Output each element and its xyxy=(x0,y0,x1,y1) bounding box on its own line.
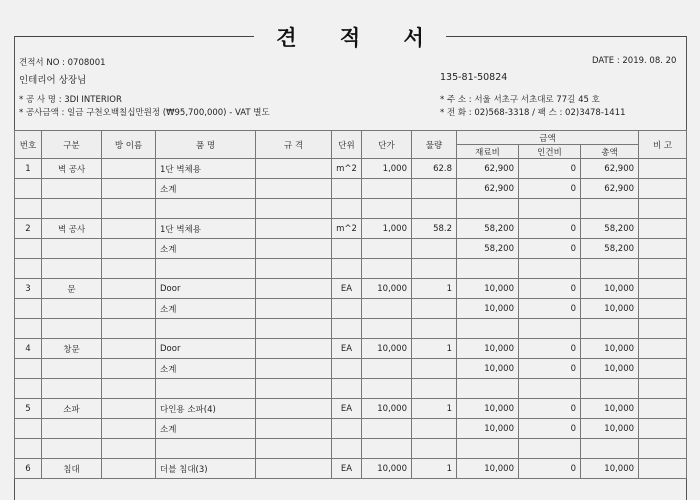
cell-category: 소파 xyxy=(42,399,102,419)
business-reg-number: 135-81-50824 xyxy=(440,72,508,83)
cell-no xyxy=(15,259,42,279)
cell-spec xyxy=(256,459,332,479)
project-name: * 공 사 명 : 3DI INTERIOR xyxy=(19,95,122,105)
cell-unit-price: 1,000 xyxy=(362,159,412,179)
cell-material xyxy=(457,379,519,399)
table-row-blank xyxy=(15,259,687,279)
cell-unit: m^2 xyxy=(332,159,362,179)
cell-note xyxy=(639,219,687,239)
cell-total: 10,000 xyxy=(581,419,639,439)
header-category: 구분 xyxy=(42,131,102,159)
cell-item: 소계 xyxy=(156,419,256,439)
cell-no xyxy=(15,419,42,439)
cell-category xyxy=(42,259,102,279)
document-title: 견 적 서 xyxy=(0,22,700,52)
cell-total xyxy=(581,199,639,219)
cell-item xyxy=(156,379,256,399)
cell-spec xyxy=(256,199,332,219)
company-phone: * 전 화 : 02)568-3318 / 팩 스 : 02)3478-1411 xyxy=(440,108,626,118)
header-unit: 단위 xyxy=(332,131,362,159)
cell-category: 침대 xyxy=(42,459,102,479)
cell-note xyxy=(639,179,687,199)
cell-note xyxy=(639,379,687,399)
cell-total xyxy=(581,379,639,399)
cell-category xyxy=(42,299,102,319)
cell-material: 10,000 xyxy=(457,299,519,319)
cell-unit-price: 10,000 xyxy=(362,339,412,359)
cell-unit-price xyxy=(362,199,412,219)
cell-no: 3 xyxy=(15,279,42,299)
cell-note xyxy=(639,159,687,179)
table-row-blank xyxy=(15,319,687,339)
table-row xyxy=(15,239,687,259)
cell-no: 1 xyxy=(15,159,42,179)
cell-labor: 0 xyxy=(519,219,581,239)
cell-labor: 0 xyxy=(519,459,581,479)
cell-item xyxy=(156,259,256,279)
cell-labor: 0 xyxy=(519,359,581,379)
cell-unit-price xyxy=(362,419,412,439)
table-row-blank xyxy=(15,439,687,459)
cell-unit xyxy=(332,419,362,439)
cell-material: 10,000 xyxy=(457,339,519,359)
cell-labor: 0 xyxy=(519,179,581,199)
cell-total: 62,900 xyxy=(581,159,639,179)
cell-material xyxy=(457,199,519,219)
cell-no: 2 xyxy=(15,219,42,239)
table-row xyxy=(15,419,687,439)
cell-unit-price: 1,000 xyxy=(362,219,412,239)
client-name: 인테리어 상장님 xyxy=(19,75,87,86)
company-address: * 주 소 : 서울 서초구 서초대로 77길 45 호 xyxy=(440,95,600,105)
cell-unit-price: 10,000 xyxy=(362,399,412,419)
cell-item: 소계 xyxy=(156,239,256,259)
cell-spec xyxy=(256,419,332,439)
cell-room xyxy=(102,379,156,399)
cell-item: 소계 xyxy=(156,299,256,319)
cell-spec xyxy=(256,339,332,359)
cell-room xyxy=(102,399,156,419)
header-total: 총액 xyxy=(581,145,639,159)
cell-no: 4 xyxy=(15,339,42,359)
cell-material: 58,200 xyxy=(457,219,519,239)
cell-unit xyxy=(332,179,362,199)
cell-category xyxy=(42,359,102,379)
estimate-date: DATE : 2019. 08. 20 xyxy=(592,56,677,66)
cell-labor: 0 xyxy=(519,239,581,259)
cell-unit-price xyxy=(362,239,412,259)
cell-category xyxy=(42,319,102,339)
cell-unit-price xyxy=(362,259,412,279)
cell-note xyxy=(639,299,687,319)
cell-qty xyxy=(412,319,457,339)
cell-no xyxy=(15,319,42,339)
project-amount: * 공사금액 : 일금 구천오백칠십만원정 (₩95,700,000) - VAT 별도 xyxy=(19,108,270,118)
cell-note xyxy=(639,359,687,379)
cell-qty xyxy=(412,419,457,439)
cell-room xyxy=(102,199,156,219)
cell-unit-price: 10,000 xyxy=(362,459,412,479)
cell-room xyxy=(102,279,156,299)
cell-spec xyxy=(256,179,332,199)
header-unit-price: 단가 xyxy=(362,131,412,159)
cell-spec xyxy=(256,439,332,459)
table-row xyxy=(15,159,687,179)
cell-material xyxy=(457,439,519,459)
header-no: 번호 xyxy=(15,131,42,159)
cell-labor xyxy=(519,439,581,459)
cell-unit xyxy=(332,439,362,459)
cell-room xyxy=(102,339,156,359)
estimate-table xyxy=(14,130,687,479)
cell-category: 문 xyxy=(42,279,102,299)
cell-labor: 0 xyxy=(519,279,581,299)
cell-no xyxy=(15,199,42,219)
cell-room xyxy=(102,179,156,199)
cell-material: 10,000 xyxy=(457,419,519,439)
cell-room xyxy=(102,359,156,379)
cell-spec xyxy=(256,219,332,239)
cell-unit xyxy=(332,299,362,319)
header-item: 품 명 xyxy=(156,131,256,159)
cell-no xyxy=(15,299,42,319)
cell-material: 10,000 xyxy=(457,359,519,379)
cell-spec xyxy=(256,359,332,379)
cell-category xyxy=(42,419,102,439)
cell-unit-price xyxy=(362,179,412,199)
cell-room xyxy=(102,299,156,319)
table-row xyxy=(15,279,687,299)
cell-material: 58,200 xyxy=(457,239,519,259)
cell-item: Door xyxy=(156,339,256,359)
cell-room xyxy=(102,259,156,279)
cell-spec xyxy=(256,299,332,319)
cell-material xyxy=(457,259,519,279)
cell-total: 62,900 xyxy=(581,179,639,199)
header-room: 방 이름 xyxy=(102,131,156,159)
cell-qty: 58.2 xyxy=(412,219,457,239)
cell-total: 10,000 xyxy=(581,339,639,359)
cell-note xyxy=(639,239,687,259)
cell-unit xyxy=(332,359,362,379)
estimate-number: 견적서 NO : 0708001 xyxy=(19,58,106,68)
cell-room xyxy=(102,239,156,259)
cell-item: 1단 벽체용 xyxy=(156,219,256,239)
cell-category xyxy=(42,239,102,259)
cell-spec xyxy=(256,159,332,179)
cell-spec xyxy=(256,259,332,279)
cell-note xyxy=(639,419,687,439)
cell-labor: 0 xyxy=(519,399,581,419)
cell-unit-price xyxy=(362,379,412,399)
cell-category xyxy=(42,179,102,199)
cell-note xyxy=(639,259,687,279)
cell-note xyxy=(639,399,687,419)
cell-item xyxy=(156,319,256,339)
cell-unit xyxy=(332,319,362,339)
cell-material: 62,900 xyxy=(457,179,519,199)
cell-unit: EA xyxy=(332,399,362,419)
header-qty: 물량 xyxy=(412,131,457,159)
cell-total xyxy=(581,259,639,279)
cell-item: 다인용 소파(4) xyxy=(156,399,256,419)
cell-total: 10,000 xyxy=(581,359,639,379)
cell-qty: 62.8 xyxy=(412,159,457,179)
cell-labor: 0 xyxy=(519,299,581,319)
cell-spec xyxy=(256,399,332,419)
cell-material: 62,900 xyxy=(457,159,519,179)
cell-item: 소계 xyxy=(156,359,256,379)
cell-no xyxy=(15,379,42,399)
cell-qty: 1 xyxy=(412,279,457,299)
cell-labor: 0 xyxy=(519,159,581,179)
cell-total: 10,000 xyxy=(581,399,639,419)
cell-unit-price: 10,000 xyxy=(362,279,412,299)
cell-labor xyxy=(519,199,581,219)
cell-item: 1단 벽체용 xyxy=(156,159,256,179)
cell-qty xyxy=(412,259,457,279)
header-amount: 금액 xyxy=(457,131,639,145)
cell-labor: 0 xyxy=(519,339,581,359)
cell-qty xyxy=(412,359,457,379)
cell-note xyxy=(639,279,687,299)
cell-spec xyxy=(256,279,332,299)
cell-material: 10,000 xyxy=(457,399,519,419)
table-row xyxy=(15,399,687,419)
cell-room xyxy=(102,439,156,459)
table-row-blank xyxy=(15,199,687,219)
cell-spec xyxy=(256,239,332,259)
cell-labor xyxy=(519,319,581,339)
cell-item xyxy=(156,199,256,219)
cell-qty xyxy=(412,239,457,259)
cell-unit-price xyxy=(362,359,412,379)
cell-item: Door xyxy=(156,279,256,299)
cell-unit-price xyxy=(362,299,412,319)
cell-room xyxy=(102,319,156,339)
header-spec: 규 격 xyxy=(256,131,332,159)
table-row-blank xyxy=(15,379,687,399)
cell-room xyxy=(102,419,156,439)
table-row xyxy=(15,219,687,239)
cell-qty xyxy=(412,199,457,219)
cell-qty xyxy=(412,439,457,459)
cell-labor xyxy=(519,259,581,279)
table-row xyxy=(15,359,687,379)
cell-no: 6 xyxy=(15,459,42,479)
cell-unit xyxy=(332,379,362,399)
cell-unit-price xyxy=(362,439,412,459)
cell-total: 58,200 xyxy=(581,219,639,239)
table-row xyxy=(15,339,687,359)
cell-total xyxy=(581,439,639,459)
cell-total: 10,000 xyxy=(581,279,639,299)
cell-material: 10,000 xyxy=(457,279,519,299)
cell-unit: EA xyxy=(332,459,362,479)
cell-category: 벽 공사 xyxy=(42,219,102,239)
cell-labor xyxy=(519,379,581,399)
cell-material xyxy=(457,319,519,339)
cell-category xyxy=(42,379,102,399)
table-row xyxy=(15,299,687,319)
cell-note xyxy=(639,459,687,479)
cell-note xyxy=(639,339,687,359)
cell-category: 창문 xyxy=(42,339,102,359)
cell-note xyxy=(639,439,687,459)
cell-item xyxy=(156,439,256,459)
cell-no xyxy=(15,179,42,199)
cell-room xyxy=(102,159,156,179)
cell-note xyxy=(639,199,687,219)
cell-qty: 1 xyxy=(412,459,457,479)
cell-total: 58,200 xyxy=(581,239,639,259)
cell-room xyxy=(102,219,156,239)
cell-category xyxy=(42,199,102,219)
cell-unit xyxy=(332,239,362,259)
cell-no: 5 xyxy=(15,399,42,419)
cell-no xyxy=(15,359,42,379)
cell-qty xyxy=(412,299,457,319)
cell-item: 소계 xyxy=(156,179,256,199)
cell-room xyxy=(102,459,156,479)
cell-qty: 1 xyxy=(412,399,457,419)
cell-unit: m^2 xyxy=(332,219,362,239)
table-row xyxy=(15,179,687,199)
cell-spec xyxy=(256,319,332,339)
cell-unit xyxy=(332,259,362,279)
cell-material: 10,000 xyxy=(457,459,519,479)
table-row xyxy=(15,459,687,479)
header-material: 재료비 xyxy=(457,145,519,159)
cell-total: 10,000 xyxy=(581,299,639,319)
cell-unit: EA xyxy=(332,339,362,359)
cell-no xyxy=(15,439,42,459)
cell-spec xyxy=(256,379,332,399)
cell-note xyxy=(639,319,687,339)
cell-total: 10,000 xyxy=(581,459,639,479)
cell-no xyxy=(15,239,42,259)
cell-qty xyxy=(412,179,457,199)
cell-category: 벽 공사 xyxy=(42,159,102,179)
cell-unit xyxy=(332,199,362,219)
cell-total xyxy=(581,319,639,339)
header-labor: 인건비 xyxy=(519,145,581,159)
cell-item: 더블 침대(3) xyxy=(156,459,256,479)
cell-qty xyxy=(412,379,457,399)
header-note: 비 고 xyxy=(639,131,687,159)
cell-category xyxy=(42,439,102,459)
cell-labor: 0 xyxy=(519,419,581,439)
cell-qty: 1 xyxy=(412,339,457,359)
cell-unit: EA xyxy=(332,279,362,299)
cell-unit-price xyxy=(362,319,412,339)
